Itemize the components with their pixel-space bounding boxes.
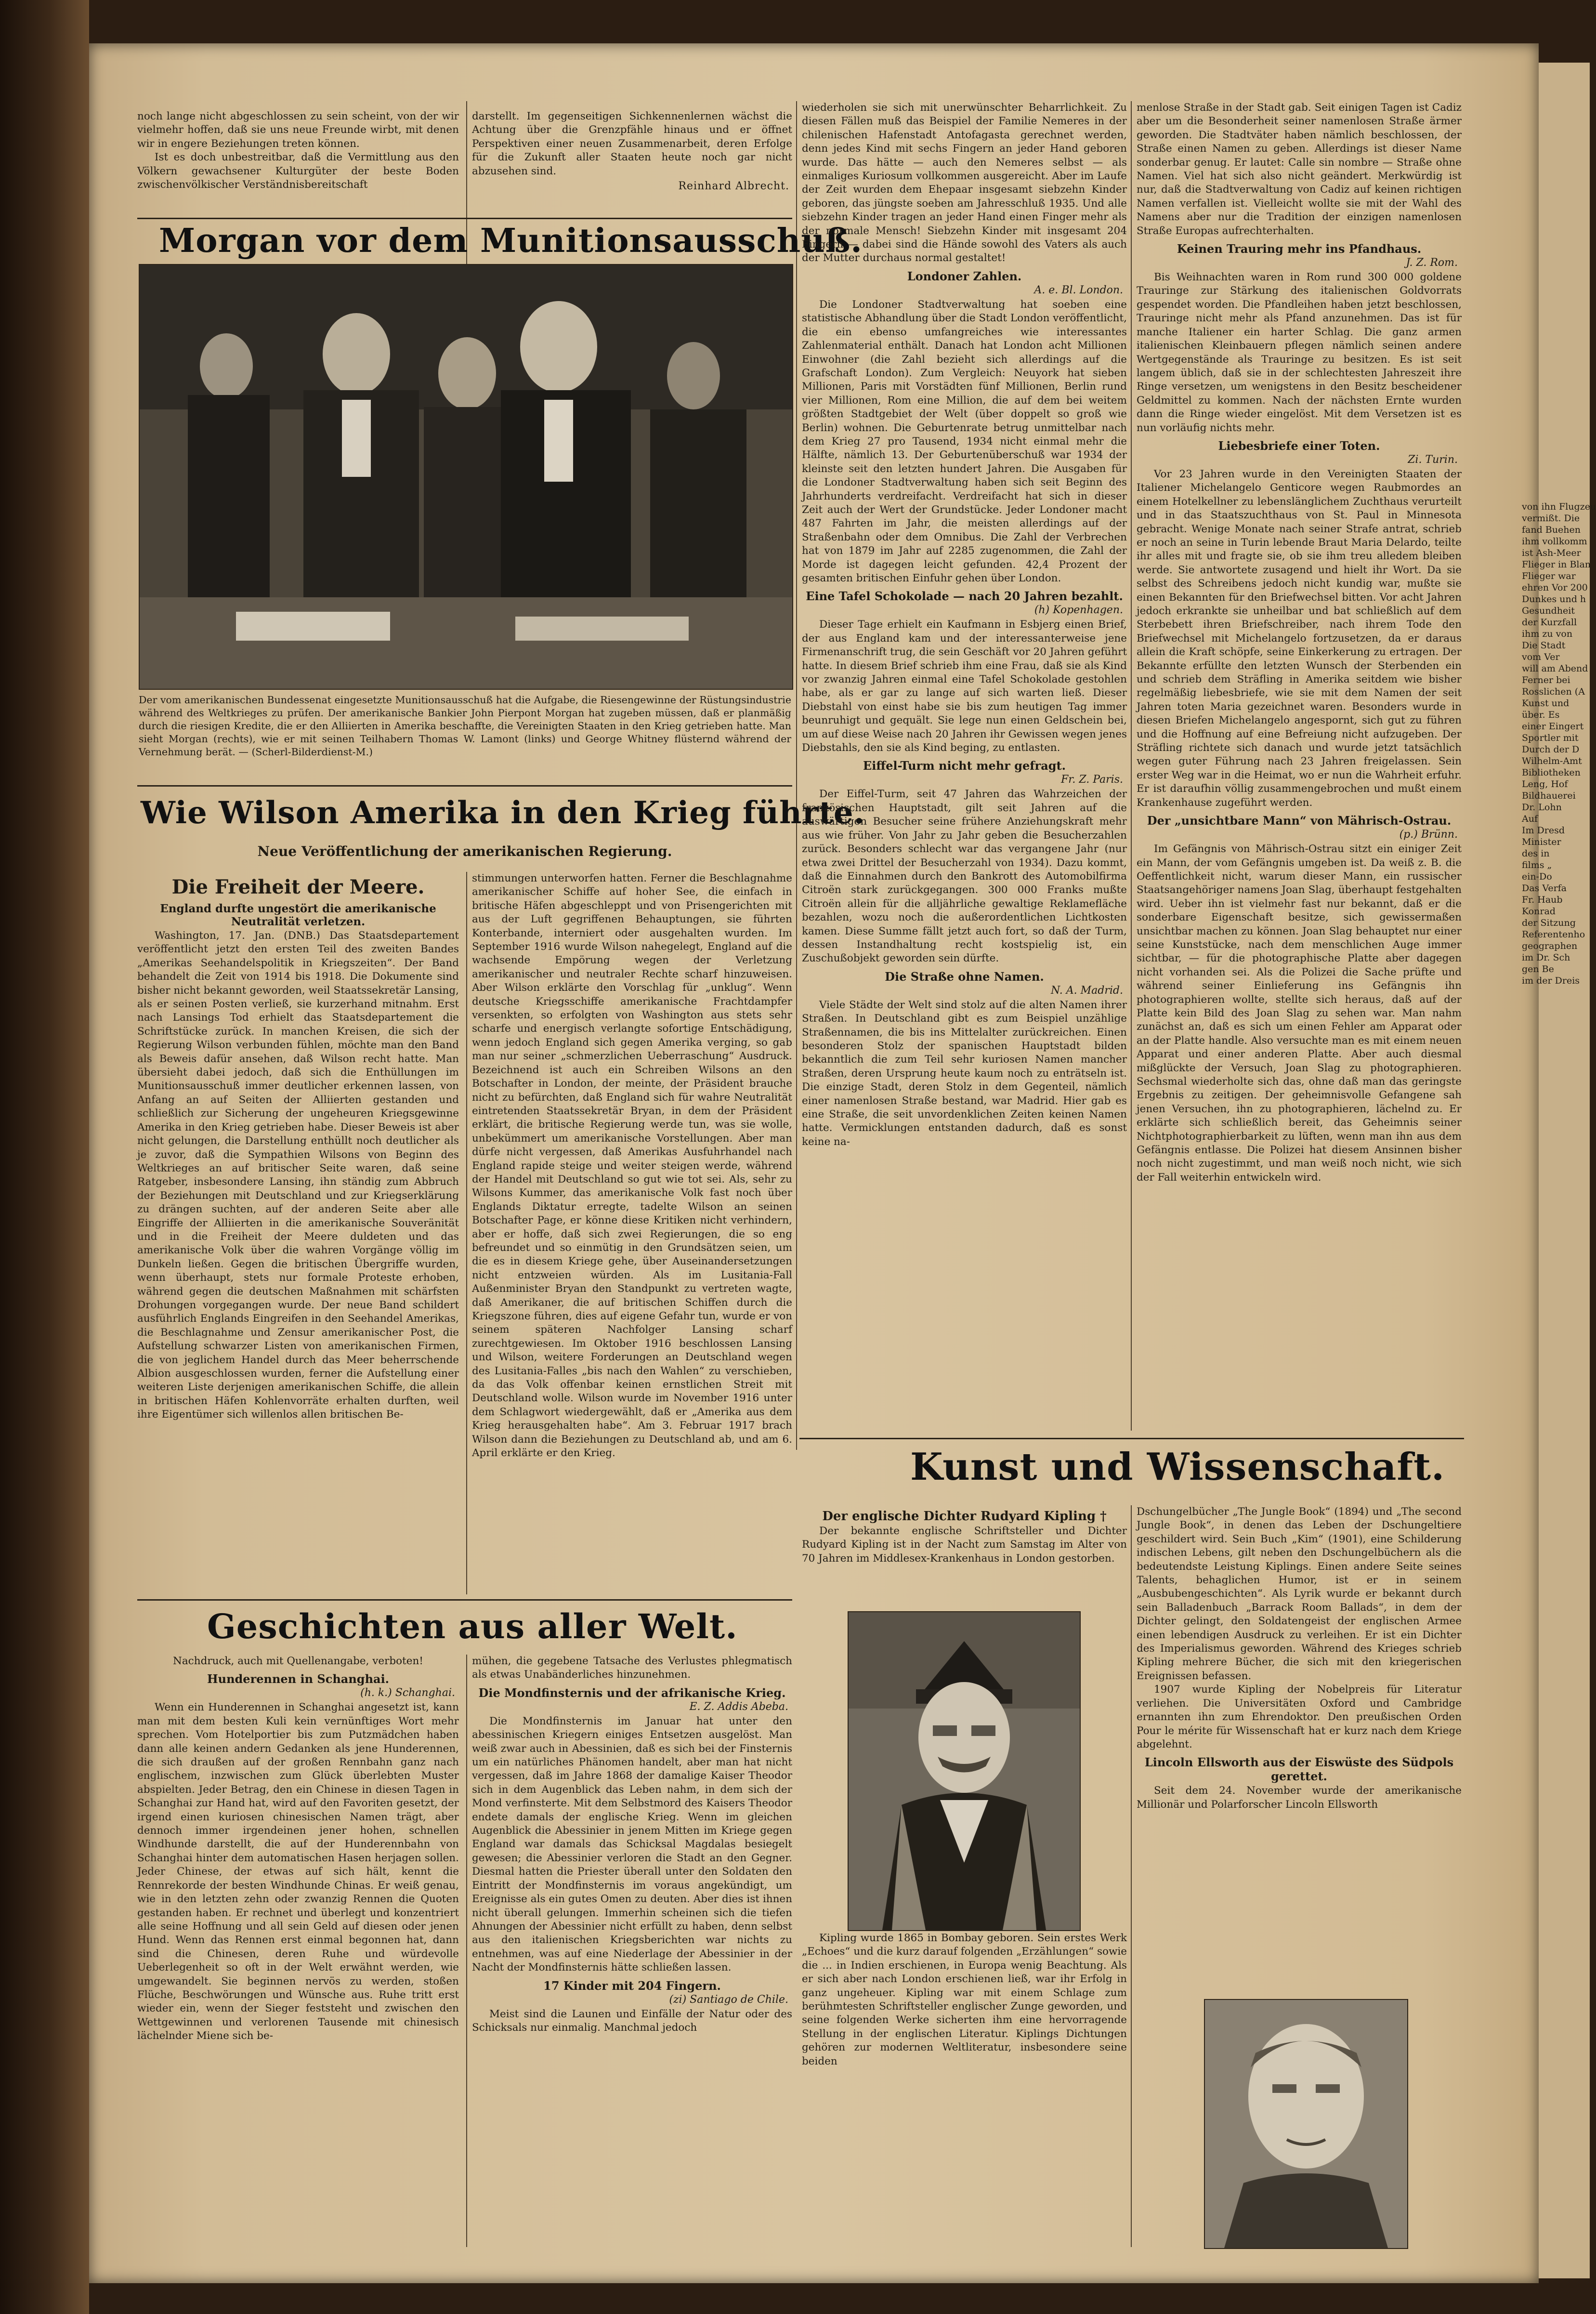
author-signature: Reinhard Albrecht. bbox=[678, 180, 789, 193]
adjacent-page-line: vom Ver bbox=[1522, 652, 1560, 662]
adjacent-page-line: Ferner bei bbox=[1522, 675, 1570, 685]
mann-dateline: (p.) Brünn. bbox=[1399, 828, 1458, 841]
adjacent-page-line: Dr. Lohn bbox=[1522, 802, 1562, 813]
kipling-bio-block bbox=[802, 1932, 1127, 2247]
hunderennen-title: Hunderennen in Schanghai. bbox=[207, 1672, 390, 1686]
geschichten-headline: Geschichten aus aller Welt. bbox=[207, 1606, 738, 1646]
kipling-portrait bbox=[848, 1611, 1081, 1931]
column-4 bbox=[1137, 101, 1462, 1435]
schokolade-text: Dieser Tage erhielt ein Kaufmann in Esbjerg einen Brief, der aus England kam und der interessanterweise jene Firmenanschrift trug, die sein Geschäft vor 20 Jahren geführt hatte. In diesem Brief schrieb ihm eine Frau, daß sie als Kind vor zwanzig Jahren einmal eine Tafel Schokolade gestohlen habe, als er gar zu lange auf sich warten ließ. Dieser Diebstahl von einst habe sie bis zum heutigen Tag immer beunruhigt und gequält. Sie lege nun einen Geldschein bei, um auf diese Weise nach 20 Jahren ihr Gewissen wegen jenes Diebstahls, den sie als Kind beging, zu entlasten. bbox=[802, 618, 1127, 754]
adjacent-page-line: ehren Vor 200 bbox=[1522, 582, 1588, 593]
ellsworth-title: Lincoln Ellsworth aus der Eiswüste des Südpols gerettet. bbox=[1144, 1755, 1454, 1784]
book-spine-shadow bbox=[0, 0, 89, 2314]
section-rule bbox=[137, 785, 792, 787]
adjacent-page-line: Fr. Haub bbox=[1522, 894, 1563, 905]
kunst-headline: Kunst und Wissenschaft. bbox=[910, 1445, 1445, 1489]
adjacent-page-line: Konrad bbox=[1522, 906, 1556, 917]
adjacent-page-line: ein-Do bbox=[1522, 871, 1552, 882]
wilson-text-b: stimmungen unterworfen hatten. Ferner die Beschlagnahme amerikanischer Schiffe auf hoher See, die einfach in britische Häfen abgeschleppt und von Prisengerichten mit aus der Luft gegriffenen Behauptungen, sie führten Konterbande, interniert oder ausgehalten wurden. Im September 1916 wurde Wilson nahegelegt, England auf die wachsende Empörung wegen der Verletzung amerikanischer und neutraler Rechte scharf hinzuweisen. Aber Wilson erklärte den Vorschlag für „unklug“. Wenn deutsche Kriegsschiffe amerikanische Frachtdampfer versenkten, so erfolgten von Washington aus stets sehr scharfe und energisch verlangte sofortige Entschädigung, wenn jedoch England sich gegen Amerika verging, so gab man nur seiner „schmerzlichen Ueberraschung“ Ausdruck. Bezeichnend ist auch ein Schreiben Wilsons an den Botschafter in London, der meinte, der Präsident brauche nicht zu befürchten, daß England sich für wahre Neutralität eintretenden Staatssekretär Bryan, in dem der Präsident erklärt, die britische Regierung werde tun, was sie wolle, unbekümmert um amerikanische Vorstellungen. Aber man dürfe nicht vergessen, daß Amerikas Ausfuhrhandel nach England rapide steige und weiter steigen werde, während der Handel mit Deutschland so gut wie tot sei. Als, sehr zu Wilsons Kummer, das amerikanische Volk fast noch über Englands Diktatur erregte, tadelte Wilson an seinen Botschafter Page, er könne diese Kritiken nicht verhindern, aber er hoffe, daß sich zwei Regierungen, die so eng befreundet und so einmütig in den Grundsätzen seien, um die es in diesem Kriege gehe, über Auseinandersetzungen nicht entzweien würden. Als im Lusitania-Fall Außenminister Bryan den Standpunkt zu vertreten wagte, daß Amerikaner, die auf britischen Schiffen durch die Kriegszone führen, dies auf eigene Gefahr tun, wurde er von seinem späteren Nachfolger Lansing scharf zurechtgewiesen. Im Oktober 1916 beschlossen Lansing und Wilson, weitere Forderungen an Deutschland wegen des Lusitania-Falles „bis nach den Wahlen“ zu verschieben, da das Volk offenbar keinen ernstlichen Streit mit Deutschland wolle. Wilson wurde im November 1916 unter dem Schlagwort wiedergewählt, daß er „Amerika aus dem Krieg herausgehalten habe“. Am 3. Februar 1917 brach Wilson dann die Beziehungen zu Deutschland ab, und am 6. April erklärte er den Krieg. bbox=[472, 872, 792, 1459]
ellsworth-figure bbox=[1205, 2000, 1407, 2248]
schokolade-title: Eine Tafel Schokolade — nach 20 Jahren bezahlt. bbox=[806, 589, 1123, 604]
photo-figures bbox=[140, 265, 792, 689]
liebes-text: Vor 23 Jahren wurde in den Vereinigten Staaten der Italiener Michelangelo Genticore wegen Raubmordes an einem Hotelkellner zu lebenslänglichem Zuchthaus verurteilt und in das Staatszuchthaus von St. Paul in Minnesota gebracht. Wenige Monate nach seiner Strafe antrat, schrieb er noch an seine in Turin lebende Braut Maria Delardo, teilte ihr alles mit und fragte sie, ob sie ihm treu alledem bleiben werde. Sie antwortete zusagend und hielt ihr Wort. Da sie selbst des Schreibens jedoch nicht kundig war, mußte sie einen Bekannten für den Briefwechsel bitten. Vor acht Jahren jedoch erkrankte sie unheilbar und bat schließlich auf dem Sterbebett ihren Briefschreiber, nach ihrem Tode den Briefwechsel mit Michelangelo fortzusetzen, da er daraus allein die Kraft schöpfe, seine Einkerkerung zu ertragen. Der Bekannte erfüllte den letzten Wunsch der Sterbenden ein und schrieb dem Sträfling in Amerika seitdem wie bisher regelmäßig liebesbriefe, wie sie mit dem Namen der seit Jahren toten Maria gezeichnet waren. Besonders wurde in diesen Briefen Michelangelo angespornt, sich gut zu führen und die Hoffnung auf eine Befreiung nicht aufzugeben. Der Sträfling richtete sich danach und wurde jetzt tatsächlich wegen guter Führung nach 23 Jahren freigelassen. Sein erster Weg war in die Heimat, wo er nun die Wahrheit erfuhr. Er ist daraufhin völlig zusammengebrochen und mußt einem Krankenhause zugeführt werden. bbox=[1137, 468, 1462, 809]
kipling-figure bbox=[849, 1612, 1080, 1930]
adjacent-page-line: ist Ash-Meer bbox=[1522, 548, 1581, 558]
morgan-committee-photo bbox=[139, 264, 793, 690]
kipling-intro-block bbox=[802, 1505, 1127, 1616]
adjacent-page-line: Die Stadt bbox=[1522, 640, 1566, 651]
freiheit-title: Die Freiheit der Meere. bbox=[171, 876, 425, 898]
adjacent-page-line: geographen bbox=[1522, 941, 1578, 951]
trauring-title: Keinen Trauring mehr ins Pfandhaus. bbox=[1177, 242, 1422, 256]
wilson-column-b bbox=[472, 872, 792, 1602]
adjacent-page-line: von ihn Flugzeu bbox=[1522, 501, 1596, 512]
adjacent-page-line: Rosslichen (A bbox=[1522, 686, 1585, 697]
wilson-headline: Wie Wilson Amerika in den Krieg führte. bbox=[141, 795, 865, 831]
adjacent-page-line: Das Verfa bbox=[1522, 883, 1567, 894]
adjacent-page-line: Durch der D bbox=[1522, 744, 1580, 755]
kipling-column-2 bbox=[1137, 1505, 1462, 1997]
wilson-subhead: Neue Veröffentlichung der amerikanischen Regierung. bbox=[257, 843, 672, 859]
adjacent-page-line: im Dr. Sch bbox=[1522, 952, 1570, 963]
column-rule bbox=[1131, 101, 1132, 1431]
wilson-column-a bbox=[137, 872, 459, 1602]
ellsworth-text: Seit dem 24. November wurde der amerikanische Millionär und Polarforscher Lincoln Ellsworth bbox=[1137, 1785, 1462, 1811]
freiheit-subtitle: England durfte ungestört die amerikanische Neutralität verletzen. bbox=[160, 902, 436, 928]
geschichten-column-2 bbox=[472, 1655, 792, 2247]
hunderennen-dateline: (h. k.) Schanghai. bbox=[360, 1687, 455, 1699]
mondfinsternis-text: Die Mondfinsternis im Januar hat unter den abessinischen Kriegern einiges Entsetzen ausgelöst. Man weiß zwar auch in Abessinien, daß es sich bei der Finsternis um ein natürliches Phänomen handelt, aber man hat nicht vergessen, daß im Jahre 1868 der damalige Kaiser Theodor sich in dem Augenblick das Leben nahm, in dem sich der Mond verfinsterte. Mit dem Selbstmord des Kaisers Theodor endete damals der englische Krieg. Wenn im gleichen Augenblick die Abessinier in jenem Mitten im Kriege gegen England war damals das Schicksal Magdalas besiegelt gewesen; die Abessinier verloren die Stadt an den Gegner. Diesmal hatten die Priester überall unter den Soldaten den Eintritt der Mondfinsternis im voraus angekündigt, um Ereignisse als ein gutes Omen zu deuten. Aber dies ist ihnen nicht überall gelungen. Immerhin scheinen sich die tiefen Ahnungen der Abessinier nicht erfüllt zu haben, denn selbst aus den italienischen Kriegsberichten war nichts zu entnehmen, was auf eine Niederlage der Abessinier in der Nacht der Mondfinsternis hätte schließen lassen. bbox=[472, 1715, 792, 1974]
intro-text-cont: darstellt. Im gegenseitigen Sichkennenlernen wächst die Achtung über die Grenzpfähle hinaus und er öffnet Perspektiven einer neuen Zusammenarbeit, deren Erfolge für die Zukunft aller Staaten heute noch gar nicht abzusehen sind. bbox=[472, 110, 792, 177]
adjacent-page-line: Kunst und bbox=[1522, 698, 1570, 709]
adjacent-page-line: Auf bbox=[1522, 814, 1538, 824]
london-dateline: A. e. Bl. London. bbox=[1034, 284, 1123, 296]
adjacent-page-line: einer Eingert bbox=[1522, 721, 1584, 732]
schokolade-dateline: (h) Kopenhagen. bbox=[1034, 604, 1123, 617]
morgan-caption: Der vom amerikanischen Bundessenat eingesetzte Munitionsausschuß hat die Aufgabe, die Riesengewinne der Rüstungsindustrie während des Weltkrieges zu prüfen. Der amerikanische Bankier John Pierpont Morgan hat zugeben müssen, daß er planmäßig durch die riesigen Kredite, die er den Alliierten in Amerika beschaffte, die Vereinigten Staaten in den Krieg getrieben hatte. Man sieht Morgan (rechts), wie er mit seinen Teilhabern Thomas W. Lamont (links) und George Whitney flüsternd während der Vernehmung berät. — (Scherl-Bilderdienst-M.) bbox=[139, 694, 791, 758]
column-rule bbox=[466, 872, 467, 1594]
section-rule bbox=[799, 1438, 1464, 1439]
adjacent-page-line: Dunkes und h bbox=[1522, 594, 1586, 605]
kipling-title: Der englische Dichter Rudyard Kipling † bbox=[822, 1509, 1107, 1524]
eiffel-dateline: Fr. Z. Paris. bbox=[1060, 774, 1123, 786]
kinder-dateline: (zi) Santiago de Chile. bbox=[669, 1993, 788, 2006]
liebes-dateline: Zi. Turin. bbox=[1408, 453, 1458, 466]
wilson-subhead-block bbox=[137, 841, 792, 865]
kipling-bio: Kipling wurde 1865 in Bombay geboren. Sein erstes Werk „Echoes“ und die kurz darauf folgenden „Erzählungen“ sowie die ... in Indien erschienen, in Europa wenig Beachtung. Als er sich aber nach London erschienen ließ, war ihr Erfolg in ganz ungeheuer. Kipling war mit einem Schlage zum berühmtesten Schriftsteller englischer Zunge geworden, und seine folgenden Werke sicherten ihm eine hervorragende Stellung in der englischen Literatur. Kiplings Dichtungen gehören zur modernen Weltliteratur, insbesondere seine beiden bbox=[802, 1932, 1127, 2067]
strasse-dateline: N. A. Madrid. bbox=[1050, 984, 1123, 997]
adjacent-page-line: Minister bbox=[1522, 837, 1561, 847]
adjacent-page-line: der Kurzfall bbox=[1522, 617, 1577, 628]
reprint-notice: Nachdruck, auch mit Quellenangabe, verboten! bbox=[173, 1655, 423, 1667]
morgan-headline: Morgan vor dem Munitionsausschuß. bbox=[159, 222, 863, 260]
trauring-text: Bis Weihnachten waren in Rom rund 300 000 goldene Trauringe zur Stärkung des italienischen Goldvorrats gespendet worden. Die Pfandleihen haben jetzt beschlossen, Trauringe nicht mehr als Pfand anzunehmen. Das ist für manche Italiener ein harter Schlag. Die ganz armen italienischen Kleinbauern pflegen nämlich seinen andere Wertgegenstände als Trauringe zu besitzen. Es ist seit langem üblich, daß sie in der schlechtesten Jahreszeit ihre Ringe versetzen, um wenigstens in den Besitz bescheidener Geldmittel zu kommen. Nach der nächsten Ernte wurden dann die Ringe wieder eingelöst. Mit dem Versetzen ist es nun vorläufig nichts mehr. bbox=[1137, 271, 1462, 434]
kipling-works: Dschungelbücher „The Jungle Book“ (1894) und „The second Jungle Book“, in denen das Leben der Dschungeltiere geschildert wird. Sein Buch „Kim“ (1901), eine Schilderung indischen Lebens, gilt neben den Dschungelbüchern als die bedeutendste Leistung Kiplings. Einen andere Seite seines Talents, behaglichen Humor, ist er in seinem „Ausbubengeschichten“. Als Lyrik wurde er bekannt durch sein Balladenbuch „Barrack Room Ballads“, in dem der Dichter gelingt, den Soldatengeist der englischen Armee einen lebendigen Ausdruck zu verleihen. Er ist ein Dichter des Imperialismus geworden. Während des Krieges schrieb Kipling mehrere Bücher, die sich mit den kriegerischen Ereignissen befassen. bbox=[1137, 1506, 1462, 1682]
hunderennen-text: Wenn ein Hunderennen in Schanghai angesetzt ist, kann man mit dem besten Kuli kein vernünftiges Wort mehr sprechen. Vom Hotelportier bis zum Putzmädchen haben dann alle keinen andern Gedanken als jene Hunderennen, die sich draußen auf der großen Rennbahn ganz nach englischem, inzwischen zum Glück überlebten Muster abspielten. Jeder Betrag, den ein Chinese in diesen Tagen in Schanghai zur Hand hat, wird auf den Favoriten gesetzt, der irgend einen kuriosen chinesischen Namen trägt, aber dennoch immer irgendeinen jener hohen, schnellen Windhunde darstellt, die auf der Hunderennbahn von Schanghai hinter dem automatischen Hasen herjagen sollen. Jeder Chinese, der etwas auf sich hält, kennt die Rennrekorde der besten Windhunde Chinas. Er weiß genau, wie in den letzten zehn oder zwanzig Rennen die Quoten gestanden haben. Er rechnet und überlegt und konzentriert alle seine Hoffnung und all sein Geld auf diesen oder jenen Hund. Wenn das Rennen erst einmal begonnen hat, dann sind die Chinesen, deren Ruhe und würdevolle Ueberlegenheit so oft in der Welt erwähnt werden, wie umgewandelt. Sie beginnen nervös zu werden, stoßen Flüche, Beschwörungen und Wünsche aus. Ruhe tritt erst wieder ein, wenn der Sieger feststeht und zwischen den Wettgewinnen und verlorenen Tausende mit chinesisch lächelnder Miene sich be- bbox=[137, 1701, 459, 2042]
section-rule bbox=[137, 218, 792, 219]
morgan-caption-block bbox=[139, 694, 791, 795]
trauring-dateline: J. Z. Rom. bbox=[1406, 257, 1458, 269]
london-title: Londoner Zahlen. bbox=[907, 269, 1022, 283]
adjacent-page-line: Bibliotheken bbox=[1522, 767, 1581, 778]
eiffel-title: Eiffel-Turm nicht mehr gefragt. bbox=[863, 759, 1066, 773]
mondfinsternis-dateline: E. Z. Addis Abeba. bbox=[689, 1700, 788, 1713]
intro-text-2: Ist es doch unbestreitbar, daß die Vermittlung aus den Völkern gewachsener Kulturgüter der beste Boden zwischenvölkischer Verständnisbereitschaft bbox=[137, 151, 459, 191]
adjacent-page-lines bbox=[1522, 501, 1596, 986]
london-text: Die Londoner Stadtverwaltung hat soeben eine statistische Abhandlung über die Stadt London veröffentlicht, die ein ebenso umfangreiches wie interessantes Zahlenmaterial enthält. Danach hat London acht Millionen Einwohner (die Zahl bezieht sich allerdings auf die Grafschaft London). Zum Vergleich: Neuyork hat sieben Millionen, Paris mit Vorstädten fünf Millionen, Berlin rund vier Millionen, Rom eine Million, die auf dem bei weitem größten Stadtgebiet der Welt (über doppelt so groß wie Berlin) wohnen. Die Geburtenrate betrug unmittelbar nach dem Krieg 27 pro Tausend, 1934 nicht einmal mehr die Hälfte, nämlich 13. Der Geburtenüberschuß war 1934 der kleinste seit den letzten hundert Jahren. Die Ausgaben für die Londoner Stadtverwaltung haben sich seit Beginn des Jahrhunderts verdreifacht. Verdreifacht hat sich in dieser Zeit auch der Wert der Grundstücke. Jeder Londoner macht 487 Fahrten im Jahr, die meisten allerdings auf der Straßenbahn oder dem Omnibus. Die Zahl der Verbrechen hat von 1879 im Jahr auf 2285 zugenommen, die Zahl der Morde ist dagegen leicht gefunden. 42,4 Prozent der gesamten britischen Einfuhr gehen über London. bbox=[802, 298, 1127, 584]
kipling-intro: Der bekannte englische Schriftsteller und Dichter Rudyard Kipling ist in der Nacht zum Samstag im Alter von 70 Jahren im Middlesex-Krankenhaus in London gestorben. bbox=[802, 1525, 1127, 1565]
adjacent-page-line: Leng, Hof bbox=[1522, 779, 1568, 789]
adjacent-page-line: über. Es bbox=[1522, 710, 1560, 720]
column-3 bbox=[802, 101, 1127, 1450]
geschichten-column-1 bbox=[137, 1655, 459, 2247]
adjacent-page-line: des in bbox=[1522, 848, 1550, 859]
column-rule bbox=[466, 1655, 467, 2247]
adjacent-page-line: der Sitzung bbox=[1522, 918, 1576, 928]
kinder-text: Meist sind die Launen und Einfälle der Natur oder des Schicksals nur einmalig. Manchmal jedoch bbox=[472, 2008, 792, 2034]
column-rule bbox=[1131, 1505, 1132, 2247]
adjacent-page-line: ihm zu von bbox=[1522, 629, 1573, 639]
adjacent-page-line: Sportler mit bbox=[1522, 733, 1579, 743]
intro-text: noch lange nicht abgeschlossen zu sein scheint, von der wir vielmehr hoffen, daß sie uns neue Freunde wirbt, mit denen wir in engere Beziehungen treten können. bbox=[137, 110, 459, 150]
adjacent-page-line: Flieger war bbox=[1522, 571, 1576, 581]
adjacent-page-line: vermißt. Die bbox=[1522, 513, 1580, 524]
intro-column-1 bbox=[137, 110, 459, 216]
adjacent-page-line: Wilhelm-Amt bbox=[1522, 756, 1582, 766]
intro-column-2 bbox=[472, 110, 792, 225]
kinder-cont: wiederholen sie sich mit unerwünschter Beharrlichkeit. Zu diesen Fällen muß das Beispiel der Familie Nemeres in der chilenischen Hafenstadt Antofagasta gerechnet werden, denn jedes Kind mit sechs Fingern an jeder Hand geboren wurde. Das hätte — auch den Nemeres selbst — als einmaliges Kuriosum vollkommen ausgereicht. Aber im Laufe der Zeit wurden dem Ehepaar insgesamt siebzehn Kinder geboren, das jüngste soeben am Jahresschluß 1935. Und alle siebzehn Kinder tragen an jeder Hand einen Finger mehr als der normale Mensch! Siebzehn Kinder mit insgesamt 204 Fingern — dabei sind die Hände sowohl des Vaters als auch der Mutter durchaus normal gestaltet! bbox=[802, 102, 1127, 264]
strasse-cont: menlose Straße in der Stadt gab. Seit einigen Tagen ist Cadiz aber um die Besonderheit seiner namenlosen Straße ärmer geworden. Die Stadtväter haben nämlich beschlossen, der Straße einen Namen zu geben. Allerdings ist dieser Name sonderbar genug. Er lautet: Calle sin nombre — Straße ohne Namen. Viel hat sich also nicht geändert. Merkwürdig ist nur, daß die Stadtverwaltung von Cadiz auf keinen richtigen Namen verfallen ist. Vielleicht wollte sie mit der Wahl des Namens aber nur die Tradition der einzigen namenlosen Straße Europas aufrechterhalten. bbox=[1137, 102, 1462, 237]
strasse-text: Viele Städte der Welt sind stolz auf die alten Namen ihrer Straßen. In Deutschland gibt es zum Beispiel unzählige Straßennamen, die bis ins Mittelalter zurückreichen. Einen besonderen Stolz der spanischen Hauptstadt bilden bekanntlich die zum Teil sehr kuriosen Namen mancher Straßen, deren Ursprung heute kaum noch zu enträtseln ist. Die einzige Stadt, deren Stolz in dem Gegenteil, nämlich einer namenlosen Straße bestand, war Madrid. Hier gab es eine Straße, die seit unvordenklichen Zeiten keinen Namen hatte. Vermicklungen entstanden dadurch, daß es sonst keine na- bbox=[802, 999, 1127, 1148]
column-rule bbox=[796, 101, 797, 1450]
hunderennen-cont: mühen, die gegebene Tatsache des Verlustes phlegmatisch als etwas Unabänderliches hinzunehmen. bbox=[472, 1655, 792, 1681]
adjacent-page-line: will am Abend bbox=[1522, 663, 1588, 674]
adjacent-page-line: ihm vollkomm bbox=[1522, 536, 1587, 547]
mann-text: Im Gefängnis von Mährisch-Ostrau sitzt ein einiger Zeit ein Mann, der vom Gefängnis umgeben ist. Da weiß z. B. die Oeffentlichkeit nicht, warum dieser Mann, ein russischer Staatsangehöriger namens Joan Slag, überhaupt festgehalten wird. Ueber ihn ist vielmehr fast nur bekannt, daß er die sonderbare Eigenschaft besitze, sich gewissermaßen unsichtbar machen zu können. Joan Slag behauptet nur einer seine Kunststücke, nach dem menschlichen Auge immer sichtbar, — für die photographische Platte aber dagegen nicht vorhanden sei. Als die Polizei die Sache prüfte und während seiner Einlieferung ins Gefängnis ihn photographieren wollte, stellte sich heraus, daß auf der Platte kein Bild des Joan Slag zu sehen war. Man nahm zunächst an, daß es sich um einen Fehler am Apparat oder an der Platte handle. Also versuchte man es mit einem neuen Apparat und einer anderen Platte. Aber auch diesmal mißglückte der Versuch, Joan Slag zu photographieren. Sechsmal wiederholte sich das, ohne daß man das geringste Ergebnis zu zeitigen. Der geheimnisvolle Gefangene sah jenen Versuchen, ihn zu photographieren, lächelnd zu. Er erklärte sich schließlich bereit, das Geheimnis seiner Nichtphotographierbarkeit zu lüften, wenn man ihn aus dem Gefängnis entlasse. Die Polizei hat diesem Ansinnen bisher noch nicht zugestimmt, und man weiß noch nicht, wie sich der Fall weiterhin entwickeln wird. bbox=[1137, 843, 1462, 1183]
adjacent-page-line: Bildhauerei bbox=[1522, 790, 1576, 801]
eiffel-text: Der Eiffel-Turm, seit 47 Jahren das Wahrzeichen der französischen Hauptstadt, gilt seit Jahren auf die auswärtigen Besucher seine frühere Anziehungskraft mehr aus wie früher. Von Jahr zu Jahr geben die Besucherzahlen zurück. Besonders schlecht war das vergangene Jahr (nur etwa zwei Drittel der Besucherzahl von 1934). Dazu kommt, daß die Einnahmen durch den Bankrott des Automobilfirma Citroën stark zurückgegangen. 300 000 Franks mußte Citroën allein für die alljährliche gewaltige Reklamefläche bezahlen, wozu noch die außerordentlichen Lichtkosten kamen. Diese Summe fällt jetzt auch fort, so daß der Turm, dessen Instandhaltung recht kostspielig ist, ein Zuschußobjekt geworden sein dürfte. bbox=[802, 788, 1127, 965]
adjacent-page-line: im der Dreis bbox=[1522, 975, 1580, 986]
adjacent-page-line: Flieger in Blan bbox=[1522, 559, 1591, 570]
adjacent-page-line: Referentenho bbox=[1522, 929, 1585, 940]
adjacent-page-line: Gesundheit bbox=[1522, 605, 1575, 616]
kinder-title: 17 Kinder mit 204 Fingern. bbox=[543, 1978, 721, 1993]
kipling-nobel: 1907 wurde Kipling der Nobelpreis für Literatur verliehen. Die Universitäten Oxford und Cambridge ernannten ihn zum Ehrendoktor. Den preußischen Orden Pour le mérite für Wissenschaft hat er kurz nach dem Kriege abgelehnt. bbox=[1137, 1683, 1462, 1750]
strasse-title: Die Straße ohne Namen. bbox=[885, 969, 1044, 984]
liebes-title: Liebesbriefe einer Toten. bbox=[1218, 438, 1380, 453]
wilson-text-a: Washington, 17. Jan. (DNB.) Das Staatsdepartement veröffentlicht jetzt den ersten Teil des zweiten Bandes „Amerikas Seehandelspolitik in Kriegszeiten“. Der Band behandelt die Zeit von 1914 bis 1918. Die Dokumente sind bisher nicht bekannt geworden, weil Staatssekretär Lansing, als er seinen Posten verließ, sie kurzerhand mitnahm. Erst nach Lansings Tod erhielt das Staatsdepartement die Schriftstücke zurück. In manchen Kreisen, die sich der Regierung Wilson verbunden fühlen, möchte man den Band als Beweis dafür ansehen, daß Wilson recht hatte. Man übersieht dabei jedoch, daß sich die Enthüllungen im Munitionsausschuß immer deutlicher erkennen lassen, von Anfang an auf Seiten der Alliierten gestanden und schließlich zur Sicherung der ungeheuren Kriegsgewinne Amerika in den Krieg getrieben habe. Dieser Beweis ist aber nicht gelungen, die Darstellung enthüllt noch deutlicher als je zuvor, daß die Sympathien Wilsons von Beginn des Weltkrieges an auf britischer Seite waren, daß seine Ratgeber, insbesondere Lansing, ihn ständig zum Abbruch der Beziehungen mit Deutschland und zur Kriegserklärung zu drängen suchten, auf der anderen Seite aber alle Eingriffe der Alliierten in die amerikanische Souveränität und in die Freiheit der Meere duldeten und das amerikanische Volk über die wahren Vorgänge völlig im Dunkeln ließen. Gegen die britischen Übergriffe wurden, wenn überhaupt, stets nur formale Proteste erhoben, während gegen die deutschen Maßnahmen mit schärfsten Drohungen vorgegangen wurde. Der neue Band schildert ausführlich Englands Eingreifen in den Seehandel Amerikas, die Beschlagnahme und Zensur amerikanischer Post, die Aufstellung schwarzer Listen von amerikanischen Firmen, die von jeglichem Handel durch das Meer beherrschende Albion ausgeschlossen wurden, ferner die Aufstellung einer weiteren Liste derjenigen amerikanischen Schiffe, die allein in britischen Häfen Kohlenvorräte erhalten durften, weil ihre Eigentümer sich willenlos allen britischen Be- bbox=[137, 930, 459, 1421]
ellsworth-portrait bbox=[1204, 1999, 1408, 2249]
mann-title: Der „unsichtbare Mann“ von Mährisch-Ostrau. bbox=[1147, 814, 1452, 828]
mondfinsternis-title: Die Mondfinsternis und der afrikanische Krieg. bbox=[478, 1685, 786, 1700]
adjacent-page-line: Im Dresd bbox=[1522, 825, 1565, 836]
adjacent-page-line: fand Buehen bbox=[1522, 525, 1581, 535]
adjacent-page-line: films „ bbox=[1522, 860, 1552, 870]
adjacent-page-line: gen Be bbox=[1522, 964, 1554, 974]
adjacent-page-fragment bbox=[1522, 501, 1596, 1826]
section-rule bbox=[137, 1599, 792, 1601]
